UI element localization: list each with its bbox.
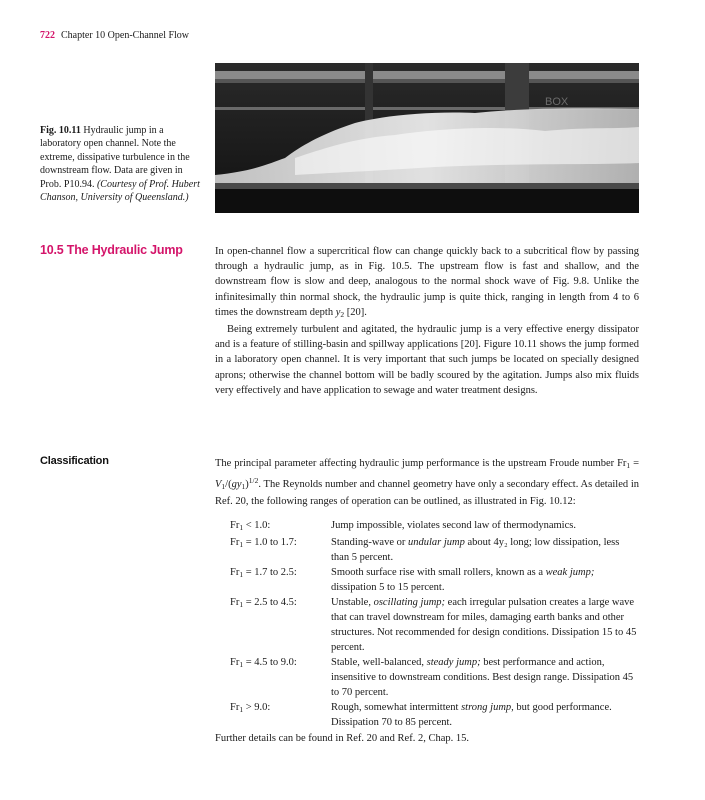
page-number: 722 [40,30,55,41]
classification-title: Classification [40,455,109,467]
further-details: Further details can be found in Ref. 20 and Ref. 2, Chap. 15. [215,733,469,744]
range-desc-post: each irregular pulsation creates a large wave that can travel downstream for miles, damaging earth banks and other structures. Not recommended for design conditions. Dissipation 15 to 45 percent. [331,597,637,653]
range-desc-post: about 4y₂ long; low dissipation, less than 5 percent. [331,537,620,563]
range-row: $Fr_1 = 4.5$ to 9.0: Stable, well-balanced, steady jump; best performance and action, insensitive to downstream conditions. Best design range. Dissipation 45 to 70 percent. [230,657,634,698]
range-value: = 2.5 to 4.5: [245,597,297,608]
paragraph-2: Being extremely turbulent and agitated, the hydraulic jump is a very effective energy dissipator and is a feature of stilling-basin and spillway applications [20]. Figure 10.11 shows the jump formed in a laboratory open channel. It is very important that such jumps be located on specially designed aprons; otherwise the channel bottom will be badly scoured by the agitation. Jumps also mix fluids very effectively and have application to sewage and water treatment designs. [215,324,639,396]
section-body [215,244,639,398]
paragraph-1-text: In open-channel flow a supercritical flow can change quickly back to a subcritical flow by passing through a hydraulic jump, as in Fig. 10.5. The upstream flow is fast and shallow, and the downstream flow is slow and deep, analogous to the normal shock wave of Fig. 9.8. Unlike the infinitesimally thin normal shock, the hydraulic jump is quite thick, ranging in length from 4 to 6 times the downstream depth [215,246,639,318]
range-row: $Fr_1 = 1.0$ to 1.7: Standing-wave or undular jump about 4y₂ long; low dissipation, less than 5 percent. [230,537,620,563]
box-sign: BOX [545,96,569,108]
range-emph: oscillating jump; [373,597,446,608]
figure-courtesy: (Courtesy of Prof. Hubert Chanson, University of Queensland.) [40,178,200,204]
figure-caption [40,124,205,204]
range-desc-post: dissipation 5 to 15 percent. [331,582,445,593]
paragraph-1-tail: [20]. [346,306,367,318]
classification-intro-a: The principal parameter affecting hydraulic jump performance is the upstream Froude number [215,458,615,469]
range-row: $Fr_1 = 2.5$ to 4.5: Unstable, oscillating jump; each irregular pulsation creates a large wave that can travel downstream for miles, damaging earth banks and other structures. Not recommended for design conditions. Dissipation 15 to 45 percent. [230,597,637,653]
classification-body [215,456,639,510]
range-desc: Rough, somewhat intermittent [331,702,459,713]
section-title: 10.5 The Hydraulic Jump [40,243,183,257]
range-desc-post: best performance and action, insensitive to downstream conditions. Best design range. Dissipation 45 to 70 percent. [331,657,634,698]
range-row: $Fr_1 > 9.0$: Rough, somewhat intermittent strong jump, but good performance. Dissipation 70 to 85 percent. [230,702,612,728]
range-emph: steady jump; [426,657,481,668]
range-desc: Unstable, [331,597,371,608]
chapter-title: Chapter 10 Open-Channel Flow [61,30,190,41]
hydraulic-jump-photo-icon [215,63,639,213]
range-desc-post: but good performance. Dissipation 70 to 85 percent. [331,702,612,728]
range-desc: Smooth surface rise with small rollers, known as a [331,567,543,578]
froude-ranges [230,518,640,730]
classification-intro: The principal parameter affecting hydraulic jump performance is the upstream Froude number $Fr_1 = V_1/(gy_1)^{1/2}$. The Reynolds number and channel geometry have only a secondary effect. As detailed in Ref. 20, the following ranges of operation can be outlined, as illustrated in Fig. 10.12: [215,458,640,508]
range-value: < 1.0: [245,520,271,531]
hydraulic-jump-photo [215,63,639,213]
figure-label: Fig. 10.11 [40,125,81,136]
range-desc: Stable, well-balanced, [331,657,425,668]
range-emph: strong jump, [461,702,514,713]
range-value: = 4.5 to 9.0: [245,657,297,668]
range-desc: Standing-wave or [331,537,406,548]
range-value: = 1.0 to 1.7: [245,537,297,548]
paragraph-1: In open-channel flow a supercritical flow can change quickly back to a subcritical flow by passing through a hydraulic jump, as in Fig. 10.5. The upstream flow is fast and shallow, and the downstream flow is slow and deep, analogous to the normal shock wave of Fig. 9.8. Unlike the infinitesimally thin normal shock, the hydraulic jump is quite thick, ranging in length from 4 to 6 times the downstream depth $y_2$ [20]. [215,246,639,319]
range-desc: Jump impossible, violates second law of thermodynamics. [331,520,576,531]
range-row: $Fr_1 < 1.0$: Jump impossible, violates second law of thermodynamics. [230,520,576,532]
range-emph: undular jump [407,537,465,548]
running-header [40,30,189,41]
range-emph: weak jump; [545,567,595,578]
range-value: > 9.0: [245,702,271,713]
figure-caption-text: Hydraulic jump in a laboratory open channel. Note the extreme, dissipative turbulence in the downstream flow. Data are given in Prob. P10.94. [40,125,190,190]
range-value: = 1.7 to 2.5: [245,567,297,578]
range-row: $Fr_1 = 1.7$ to 2.5: Smooth surface rise with small rollers, known as a weak jump; dissipation 5 to 15 percent. [230,567,595,593]
classification-intro-b: The Reynolds number and channel geometry have only a secondary effect. As detailed in Ref. 20, the following ranges of operation can be outlined, as illustrated in Fig. 10.12: [215,479,640,508]
